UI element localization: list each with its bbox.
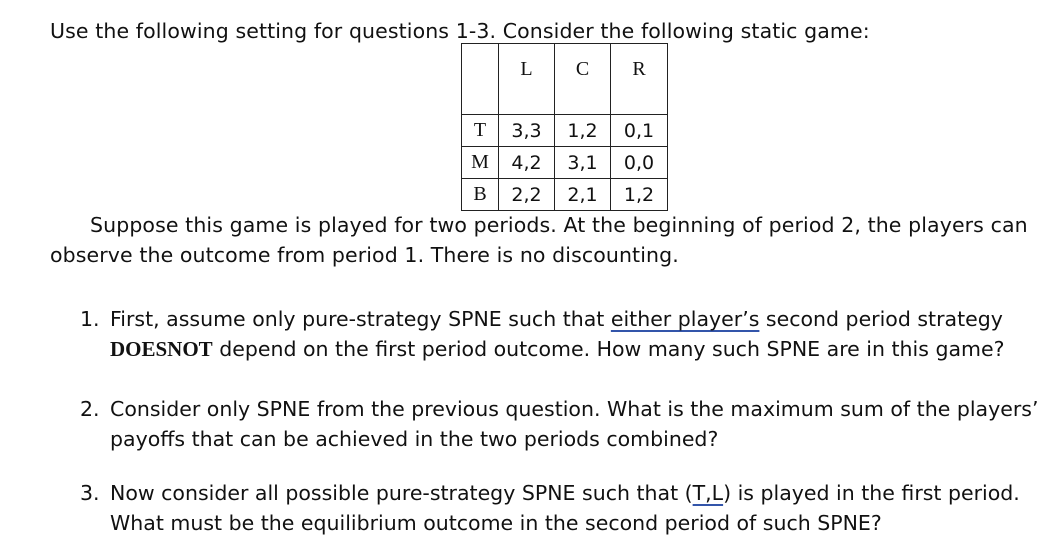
question-1-number: 1. — [80, 307, 100, 331]
table-row — [462, 147, 668, 179]
payoff-cell: 1,2 — [611, 179, 668, 211]
question-3-underlined: T,L — [692, 481, 724, 505]
question-1-underlined: either player’s — [610, 307, 760, 331]
payoff-cell: 2,1 — [555, 179, 611, 211]
table-row — [462, 179, 668, 211]
table-row — [462, 115, 668, 147]
column-header-r: R — [611, 44, 668, 115]
column-header-l: L — [499, 44, 555, 115]
question-3-number: 3. — [80, 481, 100, 505]
row-label-t: T — [462, 115, 499, 147]
question-1-text-a: First, assume only pure-strategy SPNE such that — [110, 307, 611, 331]
setup-line-2: observe the outcome from period 1. There is no discounting. — [50, 243, 679, 267]
question-3-line-2: What must be the equilibrium outcome in the second period of such SPNE? — [110, 511, 882, 535]
question-3-line-1 — [110, 481, 1020, 505]
question-2-line-2: payoffs that can be achieved in the two periods combined? — [110, 427, 719, 451]
question-1-text-b: second period strategy — [759, 307, 1003, 331]
payoff-cell: 4,2 — [499, 147, 555, 179]
setup-line-1: Suppose this game is played for two periods. At the beginning of period 2, the players can — [90, 213, 1028, 237]
payoff-cell: 3,1 — [555, 147, 611, 179]
payoff-cell: 1,2 — [555, 115, 611, 147]
row-label-m: M — [462, 147, 499, 179]
table-header-row — [462, 44, 668, 115]
payoff-cell: 0,0 — [611, 147, 668, 179]
question-1-text-c: depend on the first period outcome. How many such SPNE are in this game? — [212, 337, 1005, 361]
question-2-line-1: Consider only SPNE from the previous question. What is the maximum sum of the players’ — [110, 397, 1039, 421]
payoff-cell: 0,1 — [611, 115, 668, 147]
question-1-line-1 — [110, 307, 1003, 331]
payoff-matrix — [461, 43, 668, 211]
question-2-number: 2. — [80, 397, 100, 421]
corner-cell — [462, 44, 499, 115]
payoff-cell: 2,2 — [499, 179, 555, 211]
question-3-text-a: Now consider all possible pure-strategy SPNE such that ( — [110, 481, 693, 505]
payoff-cell: 3,3 — [499, 115, 555, 147]
row-label-b: B — [462, 179, 499, 211]
column-header-c: C — [555, 44, 611, 115]
intro-text: Use the following setting for questions 1-3. Consider the following static game: — [50, 19, 870, 43]
question-1-line-2 — [110, 337, 1004, 362]
question-3-text-b: ) is played in the first period. — [723, 481, 1020, 505]
question-1-bold: DOESNOT — [110, 337, 213, 361]
